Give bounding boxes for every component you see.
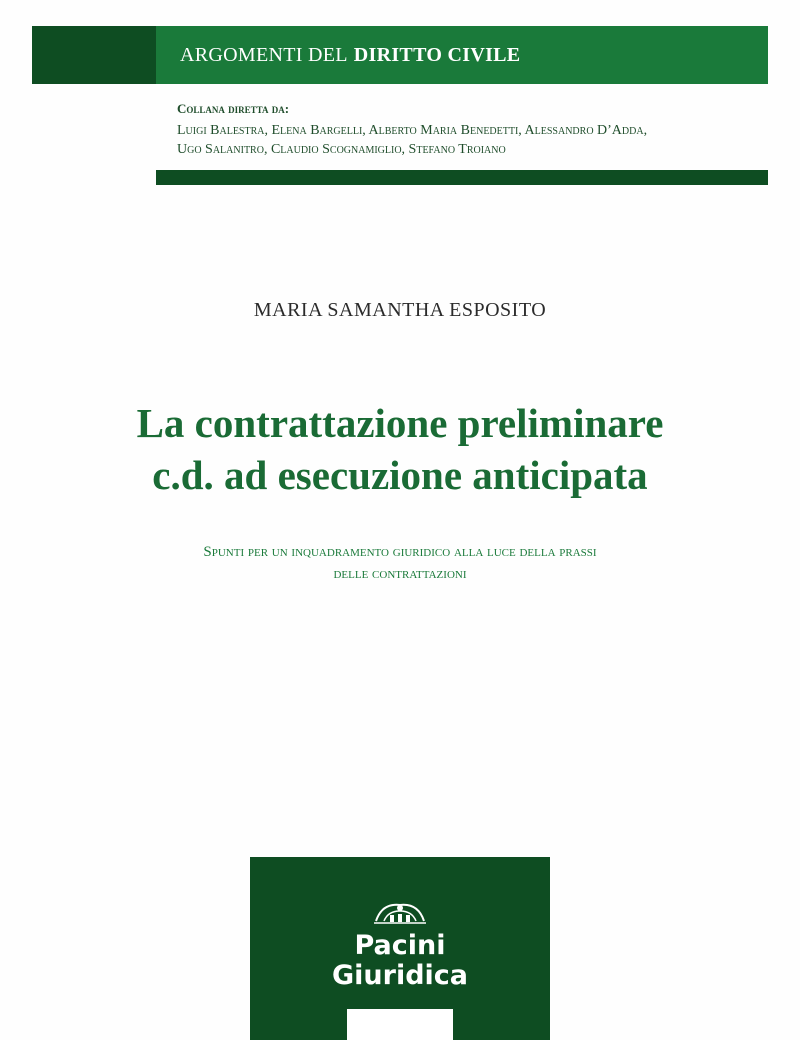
series-title-bold: DIRITTO CIVILE xyxy=(353,43,521,66)
series-band-accent xyxy=(32,26,156,84)
book-title-line-2: c.d. ad esecuzione anticipata xyxy=(152,452,648,498)
book-subtitle-line-1: Spunti per un inquadramento giuridico alla luce della prassi xyxy=(203,544,597,560)
publisher-emblem-icon xyxy=(372,897,428,927)
publisher-name xyxy=(250,931,550,991)
publisher-name-line-2: Giuridica xyxy=(331,960,468,991)
book-title-line-1: La contrattazione preliminare xyxy=(136,400,664,446)
series-title-prefix: ARGOMENTI DEL xyxy=(180,43,348,66)
series-editors xyxy=(177,101,767,159)
book-subtitle-line-2: delle contrattazioni xyxy=(333,566,467,582)
author-name: MARIA SAMANTHA ESPOSITO xyxy=(253,299,547,321)
editors-line-2: Ugo Salanitro, Claudio Scognamiglio, Stefano Troiano xyxy=(177,142,506,157)
editors-line-1: Luigi Balestra, Elena Bargelli, Alberto Maria Benedetti, Alessandro D’Adda, xyxy=(177,123,648,138)
publisher-base-bar xyxy=(347,1009,453,1040)
series-divider-bar xyxy=(156,170,768,185)
editors-heading: Collana diretta da: xyxy=(177,101,290,116)
series-title xyxy=(156,26,768,84)
book-title xyxy=(0,397,800,501)
series-band xyxy=(32,26,768,84)
publisher-name-line-1: Pacini xyxy=(354,930,446,961)
book-subtitle xyxy=(0,541,800,585)
publisher-block xyxy=(250,857,550,1040)
